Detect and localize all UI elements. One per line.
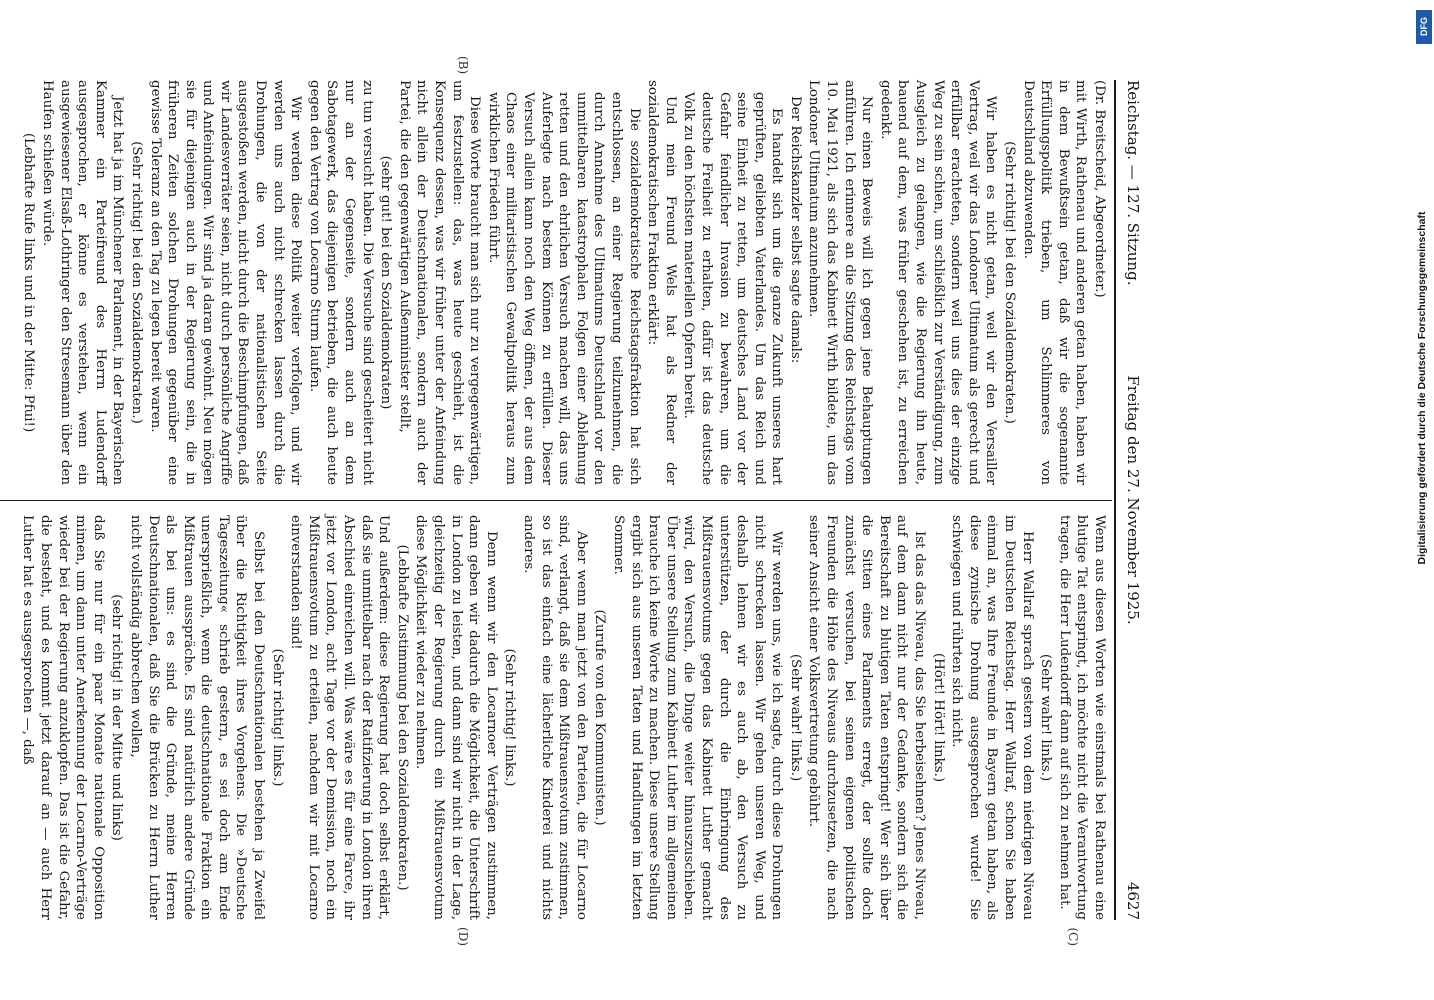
paragraph: Es handelt sich um die ganze Zukunft unseres hart geprüften, geliebten Vaterlandes. Um das Reich und seine Einheit zu retten, um deutsches Land vor der Gefahr feindlicher Invasion zu bewahren, um die deutsche Freiheit zu erhalten, dafür ist das deutsche Volk zu den höchsten materiellen Opfern bereit. (681, 92, 785, 485)
left-column (0, 80, 1108, 485)
column-divider (0, 500, 1112, 501)
interjection: (Sehr richtig! bei den Sozialdemokraten.) (128, 141, 144, 424)
paragraph: Nur einen Beweis will ich gegen jene Behauptungen anführen. Ich erinnere an die Sitzung des Reichstags vom 10. Mai 1921, als sich das Kabinett Wirth bildete, um das Londoner Ultimatum anzunehmen. (806, 80, 875, 485)
dfg-credit-strip (1412, 0, 1434, 1000)
paragraph: Herr Wallraf sprach gestern von dem niedrigen Niveau im Deutschen Reichstag. Herr Wallraf, schon Sie haben einmal an, was Ihre Freunde in Bayern getan haben, als diese zynische Drohung ausgesprochen wurde! Sie schwiegen und rührten sich nicht. (949, 515, 1035, 920)
interjection: (Zurufe von den Kommunisten.) (592, 609, 608, 826)
right-column (0, 515, 1108, 920)
header-left: Reichstag. — 127. Sitzung. (1124, 80, 1142, 286)
paragraph: daß Sie nur für ein paar Monate nationale Opposition mimen, um dann unter Anerkennung der Locarno-Verträge wieder bei der Regierung anzuklopfen. Das ist die Gefahr, die besteht, und es kommt jetzt darauf an — auch Herr Luther hat es ausgesprochen —, daß (20, 515, 106, 920)
interjection: (Lebhafte Zustimmung bei den Sozialdemokraten.) (394, 544, 410, 891)
dfg-logo: DFG (1416, 10, 1432, 44)
paragraph: Ist das das Niveau, das Sie herbeisehnen? Jenes Niveau, auf dem dann nicht nur der Gedanke, sondern sich die Bereitschaft zu blutigen Taten entspringt! Wer sich über die Sitten eines Parlaments erregt, der sollte doch zunächst versuchen, bei seinen eigenen politischen Freunden die Höhe des Niveaus durchzusetzen, die nach seiner Ansicht einer Volksvertretung gebührt. (806, 515, 928, 920)
interjection: (Sehr wahr! links.) (787, 653, 803, 782)
header-page-number: 4627 (1124, 881, 1142, 920)
paragraph: Denn wenn wir den Locarnoer Verträgen zustimmen, dann geben wir dadurch die Möglichkeit, die Unterschrift in London zu leisten, und dann sind wir nicht in der Lage, gleichzeitig der Regierung durch ein Mißtrauensvotum diese Möglichkeit wieder zu nehmen. (413, 515, 499, 920)
margin-mark-b: (B) (456, 56, 470, 75)
paragraph: Und mein Freund Wels hat als Redner der sozialdemokratischen Fraktion erklärt: (645, 80, 678, 485)
paragraph: Wir werden diese Politik weiter verfolgen, und wir werden uns auch nicht schrecken lassen durch die Drohungen, die von der nationalistischen Seite ausgestoßen werden, nicht durch die Beschimpfungen, daß wir Landesverräter seien, nicht durch persönliche Angriffe und Anfeindungen. Wir sind ja daran gewöhnt. Neu mögen sie für diejenigen auch in der Regierung sein, die in früheren Zeiten solchen Drohungen gegenüber eine gewisse Toleranz an den Tag zu legen bereit waren. (147, 80, 304, 485)
paragraph: Aber wenn man jetzt von den Parteien, die für Locarno sind, verlangt, daß sie dem Mißtrauensvotum zustimmen, so ist das einfach eine lächerliche Kinderei und nichts anderes. (521, 515, 589, 920)
paragraph: Die sozialdemokratische Reichstagsfraktion hat sich entschlossen, an einer Regierung teilzunehmen, die durch Annahme des Ultimatums Deutschland vor den unmittelbaren katastrophalen Folgen einer Ablehnung retten und den ehrlichen Versuch machen will, das uns Auferlegte nach bestem Können zu erfüllen. Dieser Versuch allein kann noch den Weg öffnen, der aus dem Chaos einer militaristischen Gewaltpolitik heraus zum wirklichen Frieden führt. (485, 92, 642, 485)
interjection: (sehr gut! bei den Sozialdemokraten) (378, 155, 394, 410)
paragraph: Wenn aus diesen Worten wie einstmals bei Rathenau eine blutige Tat entspringt, ich möchte nicht die Verantwortung tragen, die Herr Ludendorff dann auf sich zu nehmen hat. (1056, 515, 1107, 920)
interjection: (Sehr wahr! links.) (1038, 653, 1054, 782)
paragraph: Wir werden uns, wie ich sagte, durch diese Drohungen nicht schrecken lassen. Wir gehen unseren Weg, und deshalb lehnen wir es auch ab, den Versuch zu unterstützen, der durch die Einbringung des Mißtrauensvotums gegen das Kabinett Luther gemacht wird, den Versuch, die Dinge weiter hinauszuschieben. Über unsere Stellung zum Kabinett Luther im allgemeinen brauche ich keine Worte zu machen. Diese unsere Stellung ergibt sich aus unseren Taten und Handlungen im letzten Sommer. (610, 515, 785, 920)
interjection: (Sehr richtig! bei den Sozialdemokraten.) (1002, 141, 1018, 424)
page-header (1114, 80, 1150, 920)
paragraph: zu tun versucht haben. Die Versuche sind gescheitert nicht nur an der Gegenseite, sondern auch an dem Sabotagewerk, das diejenigen betrieben, die auch heute gegen den Vertrag von Locarno Sturm laufen. (306, 80, 375, 485)
interjection: (Sehr richtig! links.) (269, 648, 285, 787)
paragraph: (Dr. Breitscheid, Abgeordneter.) (1092, 80, 1107, 298)
paragraph: mit Wirth, Rathenau und anderen getan haben, haben wir in dem Bewußtsein getan, daß wir die sogenannte Erfüllungspolitik trieben, um Schlimmeres von Deutschland abzuwenden. (1020, 80, 1089, 485)
paragraph: Diese Worte braucht man sich nur zu vergegenwärtigen, um festzustellen: das, was heute geschieht, ist die Konsequenz dessen, was wir früher unter der Anfeindung nicht allein der Deutschnationalen, sondern auch der Partei, die den gegenwärtigen Außenminister stellt, (396, 80, 483, 485)
newspaper-page (0, 50, 1170, 950)
dfg-credit-text: Digitalisierung gefördert durch die Deutsche Forschungsgemeinschaft (1416, 211, 1428, 565)
interjection: (Lebhafte Rufe links und in der Mitte: Pfui!) (21, 132, 37, 433)
interjection: (Hört! Hört! links.) (930, 652, 946, 783)
paragraph: Selbst bei den Deutschnationalen bestehen ja Zweifel über die Richtigkeit ihres Vorgehens. Die »Deutsche Tageszeitung« schrieb gestern, es sei doch am Ende unersprießlich, wenn die deutschnationale Fraktion ein Mißtrauen ausspräche. Es sind natürlich andere Gründe als bei uns: es sind die Gründe, meine Herren Deutschnationalen, daß Sie die Brücken zu Herrn Luther nicht vollständig abbrechen wollen, (127, 515, 267, 920)
paragraph: Und außerdem: diese Regierung hat doch selbst erklärt, daß sie unmittelbar nach der Ratifizierung in London ihren Abschied einreichen will. Was wäre es für eine Farce, ihr jetzt vor London, acht Tage vor der Demission, noch ein Mißtrauensvotum zu erteilen, nachdem wir mit Locarno einverstanden sind! (288, 515, 392, 920)
interjection: (Sehr richtig! links.) (502, 648, 518, 787)
interjection: (sehr richtig! in der Mitte und links) (109, 594, 125, 841)
paragraph: Wir haben es nicht getan, weil wir den Versailler Vertrag, weil wir das Londoner Ultimatum als gerecht und erfüllbar erachteten, sondern weil uns dies der einzige Weg zu sein schien, um schließlich zur Verständigung, zum Ausgleich zu gelangen, wie die Regierung ihn heute, bauend auf dem, was früher geschehen ist, zu erreichen gedenkt. (877, 80, 999, 485)
paragraph: Der Reichskanzler selbst sagte damals: (787, 96, 803, 364)
margin-mark-c: (C) (1066, 927, 1080, 946)
header-center: Freitag den 27. November 1925. (1124, 375, 1142, 625)
paragraph: Jetzt hat ja im Münchener Parlament, in der Bayerischen Kammer ein Parteifreund des Herrn Ludendorff ausgesprochen, er könne es verstehen, wenn ein ausgewiesener Elsaß-Lothringer den Stresemann über den Haufen schießen würde. (39, 80, 126, 485)
margin-mark-d: (D) (456, 927, 470, 946)
